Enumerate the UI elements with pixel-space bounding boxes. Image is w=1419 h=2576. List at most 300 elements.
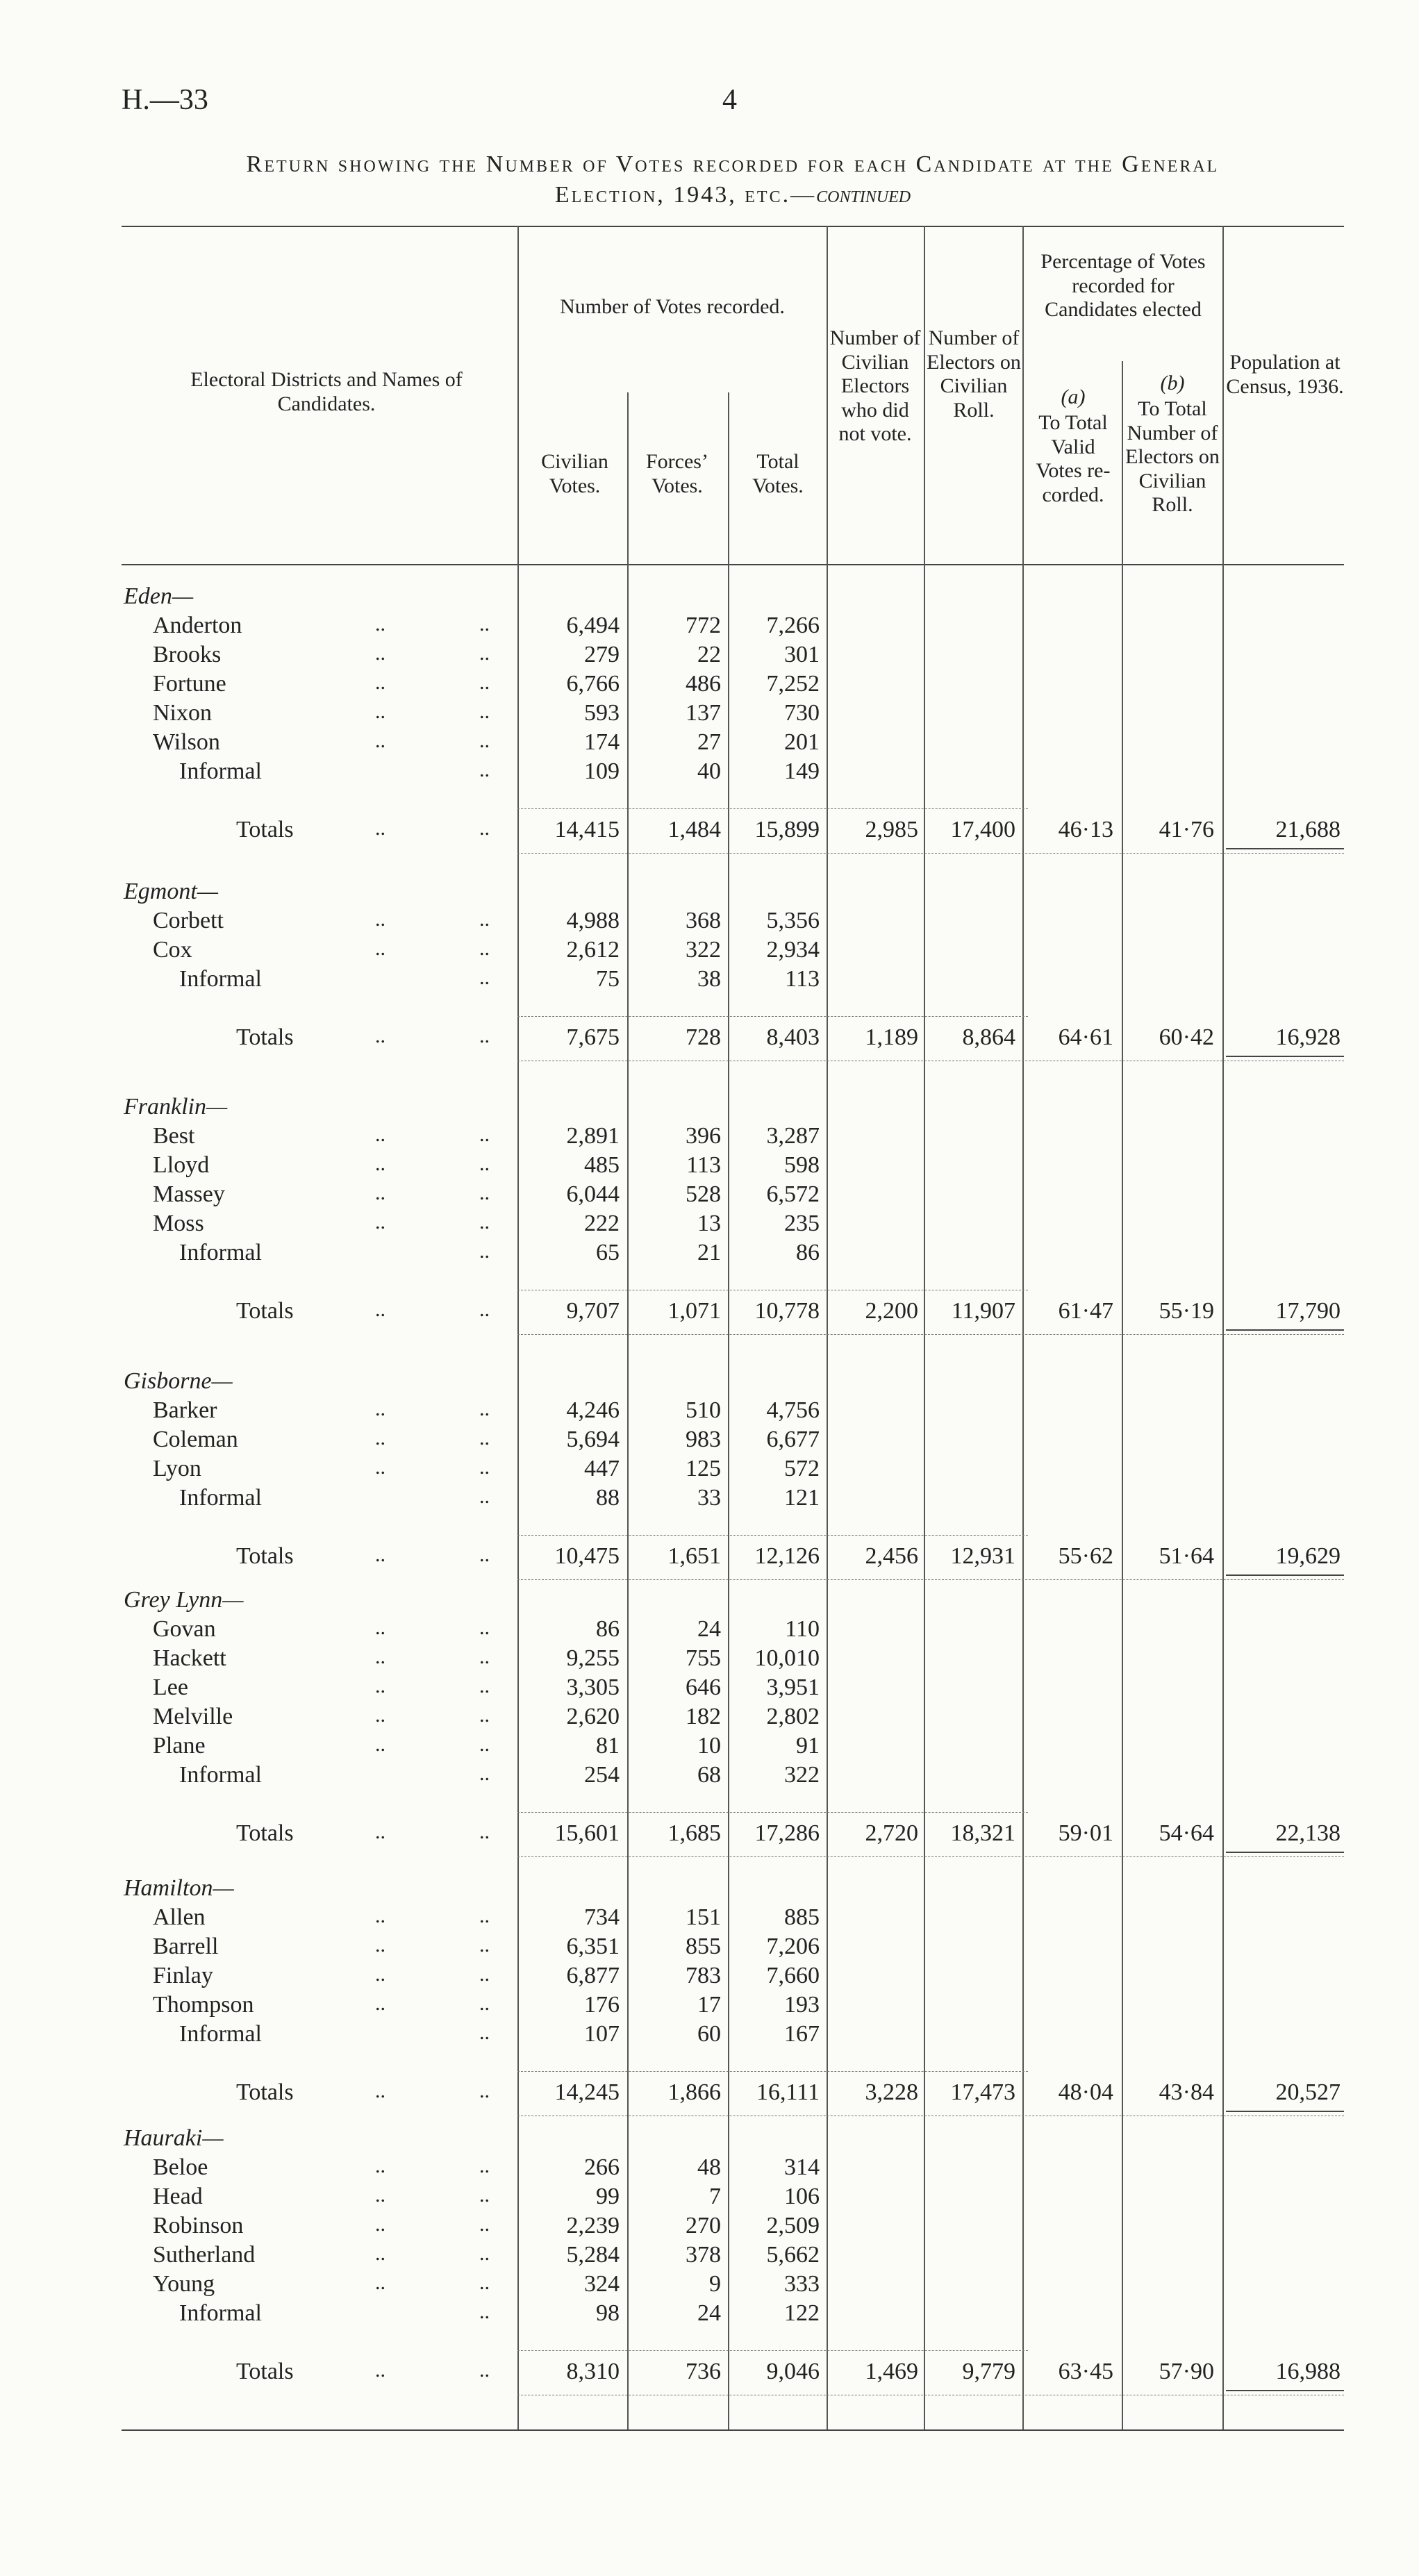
leader-dots: ..	[375, 1024, 385, 1047]
column-header-pct-a-letter: (a)	[1061, 385, 1086, 408]
leader-dots: ..	[479, 937, 490, 960]
totals-top-rule	[517, 2071, 1028, 2072]
leader-dots: ..	[479, 729, 490, 752]
total-votes-cell: 6,677	[766, 1427, 820, 1452]
totals-roll-cell: 11,907	[951, 1298, 1015, 1324]
leader-dots: ..	[479, 2079, 490, 2102]
totals-label: Totals	[236, 2359, 294, 2384]
totals-not-voted-cell: 2,720	[865, 1820, 918, 1846]
district-name: Grey Lynn—	[124, 1587, 244, 1613]
leader-dots: ..	[375, 2271, 385, 2294]
forces-votes-cell: 855	[686, 1934, 721, 1959]
civilian-votes-cell: 75	[596, 966, 620, 992]
leader-dots: ..	[375, 700, 385, 723]
totals-forces-cell: 1,651	[667, 1543, 721, 1569]
leader-dots: ..	[375, 1456, 385, 1479]
totals-pct-b-cell: 57·90	[1159, 2359, 1214, 2384]
forces-votes-cell: 40	[697, 758, 721, 784]
column-header-votes-group: Number of Votes recorded.	[560, 295, 785, 318]
candidate-name: Brooks	[153, 642, 222, 667]
candidate-name: Head	[153, 2184, 203, 2209]
total-votes-cell: 301	[784, 642, 820, 667]
total-votes-cell: 730	[784, 700, 820, 726]
civilian-votes-cell: 6,494	[566, 613, 620, 638]
forces-votes-cell: 270	[686, 2213, 721, 2238]
candidate-name: Barrell	[153, 1934, 219, 1959]
leader-dots: ..	[479, 1820, 490, 1843]
candidate-name: Best	[153, 1123, 195, 1149]
total-votes-cell: 7,660	[766, 1963, 820, 1988]
candidate-name: Robinson	[153, 2213, 244, 2238]
totals-civ-cell: 7,675	[566, 1024, 620, 1050]
total-votes-cell: 6,572	[766, 1181, 820, 1207]
leader-dots: ..	[479, 1298, 490, 1321]
totals-forces-cell: 1,685	[667, 1820, 721, 1846]
civilian-votes-cell: 447	[584, 1456, 620, 1481]
civilian-votes-cell: 485	[584, 1152, 620, 1178]
totals-label: Totals	[236, 817, 294, 842]
leader-dots: ..	[479, 1904, 490, 1927]
page-reference: H.—33	[122, 84, 208, 116]
totals-pct-b-cell: 54·64	[1159, 1820, 1214, 1846]
totals-pct-a-cell: 63·45	[1058, 2359, 1113, 2384]
informal-label: Informal	[179, 1485, 262, 1511]
forces-votes-cell: 528	[686, 1181, 721, 1207]
candidate-name: Finlay	[153, 1963, 213, 1988]
total-votes-cell: 91	[796, 1733, 820, 1759]
population-rule	[1226, 848, 1344, 849]
civilian-votes-cell: 4,988	[566, 908, 620, 933]
totals-not-voted-cell: 2,200	[865, 1298, 918, 1324]
forces-votes-cell: 24	[697, 2300, 721, 2326]
totals-population-cell: 21,688	[1275, 817, 1341, 842]
totals-civ-cell: 15,601	[554, 1820, 620, 1846]
leader-dots: ..	[375, 1298, 385, 1321]
leader-dots: ..	[375, 1992, 385, 2015]
leader-dots: ..	[479, 2021, 490, 2044]
totals-total-cell: 16,111	[756, 2079, 820, 2105]
leader-dots: ..	[479, 2184, 490, 2207]
totals-not-voted-cell: 2,985	[865, 817, 918, 842]
total-votes-cell: 5,356	[766, 908, 820, 933]
totals-pct-a-cell: 48·04	[1058, 2079, 1113, 2105]
informal-label: Informal	[179, 1762, 262, 1788]
leader-dots: ..	[479, 1992, 490, 2015]
civilian-votes-cell: 9,255	[566, 1645, 620, 1671]
total-votes-cell: 7,266	[766, 613, 820, 638]
civilian-votes-cell: 2,620	[566, 1704, 620, 1729]
totals-roll-cell: 18,321	[950, 1820, 1015, 1846]
forces-votes-cell: 13	[697, 1211, 721, 1236]
district-name: Franklin—	[124, 1094, 228, 1120]
leader-dots: ..	[479, 1024, 490, 1047]
candidate-name: Young	[153, 2271, 215, 2297]
candidate-name: Fortune	[153, 671, 226, 697]
totals-pct-a-cell: 55·62	[1058, 1543, 1113, 1569]
total-votes-cell: 121	[784, 1485, 820, 1511]
leader-dots: ..	[479, 2300, 490, 2323]
column-rule-civilian	[627, 392, 629, 2429]
table-bottom-rule	[122, 2429, 1344, 2431]
civilian-votes-cell: 174	[584, 729, 620, 755]
candidate-name: Allen	[153, 1904, 206, 1930]
candidate-name: Hackett	[153, 1645, 226, 1671]
totals-total-cell: 10,778	[754, 1298, 820, 1324]
population-rule	[1226, 1574, 1344, 1576]
civilian-votes-cell: 222	[584, 1211, 620, 1236]
totals-not-voted-cell: 1,189	[865, 1024, 918, 1050]
forces-votes-cell: 510	[686, 1397, 721, 1423]
candidate-name: Melville	[153, 1704, 233, 1729]
forces-votes-cell: 772	[686, 613, 721, 638]
total-votes-cell: 572	[784, 1456, 820, 1481]
totals-pct-a-cell: 64·61	[1058, 1024, 1113, 1050]
candidate-name: Massey	[153, 1181, 225, 1207]
column-header-pct-b-letter: (b)	[1160, 372, 1185, 394]
totals-label: Totals	[236, 1298, 294, 1324]
population-rule	[1226, 2111, 1344, 2112]
column-header-pct-group: Percentage of Votes recorded for Candidates elected	[1040, 250, 1206, 321]
population-rule	[1226, 2390, 1344, 2391]
totals-forces-cell: 1,071	[667, 1298, 721, 1324]
column-rule-pct-b	[1222, 226, 1224, 2429]
totals-total-cell: 8,403	[766, 1024, 820, 1050]
leader-dots: ..	[375, 1820, 385, 1843]
forces-votes-cell: 137	[686, 700, 721, 726]
total-votes-cell: 2,934	[766, 937, 820, 963]
totals-population-cell: 17,790	[1275, 1298, 1341, 1324]
totals-civ-cell: 10,475	[554, 1543, 620, 1569]
leader-dots: ..	[375, 2213, 385, 2236]
leader-dots: ..	[375, 1616, 385, 1639]
totals-roll-cell: 9,779	[962, 2359, 1015, 2384]
total-votes-cell: 7,206	[766, 1934, 820, 1959]
totals-total-cell: 12,126	[754, 1543, 820, 1569]
leader-dots: ..	[479, 1543, 490, 1566]
forces-votes-cell: 24	[697, 1616, 721, 1642]
leader-dots: ..	[479, 671, 490, 694]
totals-roll-cell: 17,473	[950, 2079, 1015, 2105]
district-name: Hamilton—	[124, 1875, 234, 1901]
title-line-2	[122, 182, 1344, 208]
total-votes-cell: 201	[784, 729, 820, 755]
total-votes-cell: 5,662	[766, 2242, 820, 2268]
population-rule	[1226, 1329, 1344, 1331]
district-name: Gisborne—	[124, 1368, 233, 1394]
totals-bottom-rule	[517, 853, 1344, 854]
candidate-name: Moss	[153, 1211, 204, 1236]
total-votes-cell: 314	[784, 2154, 820, 2180]
civilian-votes-cell: 254	[584, 1762, 620, 1788]
district-name: Hauraki—	[124, 2125, 224, 2151]
forces-votes-cell: 783	[686, 1963, 721, 1988]
forces-votes-cell: 646	[686, 1675, 721, 1700]
totals-civ-cell: 9,707	[566, 1298, 620, 1324]
candidate-name: Beloe	[153, 2154, 208, 2180]
totals-civ-cell: 8,310	[566, 2359, 620, 2384]
population-rule	[1226, 1852, 1344, 1853]
totals-top-rule	[517, 1535, 1028, 1536]
leader-dots: ..	[375, 613, 385, 635]
totals-bottom-rule	[517, 1334, 1344, 1335]
civilian-votes-cell: 324	[584, 2271, 620, 2297]
leader-dots: ..	[479, 2359, 490, 2382]
district-name: Egmont—	[124, 879, 218, 904]
civilian-votes-cell: 176	[584, 1992, 620, 2018]
leader-dots: ..	[479, 1427, 490, 1449]
leader-dots: ..	[479, 1485, 490, 1508]
totals-not-voted-cell: 2,456	[865, 1543, 918, 1569]
total-votes-cell: 86	[796, 1240, 820, 1265]
leader-dots: ..	[479, 908, 490, 931]
leader-dots: ..	[375, 2184, 385, 2207]
leader-dots: ..	[479, 1240, 490, 1263]
totals-pct-a-cell: 61·47	[1058, 1298, 1113, 1324]
leader-dots: ..	[479, 2213, 490, 2236]
forces-votes-cell: 27	[697, 729, 721, 755]
leader-dots: ..	[479, 1181, 490, 1204]
civilian-votes-cell: 107	[584, 2021, 620, 2047]
candidate-name: Lloyd	[153, 1152, 210, 1178]
population-rule	[1226, 1056, 1344, 1057]
candidate-name: Anderton	[153, 613, 242, 638]
total-votes-cell: 167	[784, 2021, 820, 2047]
totals-forces-cell: 1,484	[667, 817, 721, 842]
total-votes-cell: 885	[784, 1904, 820, 1930]
leader-dots: ..	[375, 2242, 385, 2265]
column-rule-pct-a	[1122, 361, 1123, 2429]
candidate-name: Govan	[153, 1616, 216, 1642]
forces-votes-cell: 396	[686, 1123, 721, 1149]
civilian-votes-cell: 266	[584, 2154, 620, 2180]
forces-votes-cell: 151	[686, 1904, 721, 1930]
civilian-votes-cell: 6,044	[566, 1181, 620, 1207]
column-header-not-voted: Number of Civilian Electors who did not vote.	[829, 326, 921, 445]
forces-votes-cell: 33	[697, 1485, 721, 1511]
leader-dots: ..	[375, 1704, 385, 1727]
title-line-1: Return showing the Number of Votes recorded for each Candidate at the General	[246, 151, 1220, 177]
leader-dots: ..	[479, 1675, 490, 1697]
totals-civ-cell: 14,245	[554, 2079, 620, 2105]
leader-dots: ..	[375, 671, 385, 694]
totals-roll-cell: 8,864	[962, 1024, 1015, 1050]
leader-dots: ..	[479, 758, 490, 781]
totals-bottom-rule	[517, 1856, 1344, 1857]
totals-pct-b-cell: 51·64	[1159, 1543, 1214, 1569]
leader-dots: ..	[375, 1934, 385, 1956]
forces-votes-cell: 378	[686, 2242, 721, 2268]
totals-label: Totals	[236, 1820, 294, 1846]
civilian-votes-cell: 6,351	[566, 1934, 620, 1959]
totals-roll-cell: 17,400	[950, 817, 1015, 842]
forces-votes-cell: 9	[709, 2271, 721, 2297]
column-header-district: Electoral Districts and Names of Candidates.	[190, 368, 463, 415]
leader-dots: ..	[479, 1616, 490, 1639]
column-header-civilian: Civilian Votes.	[541, 450, 608, 497]
leader-dots: ..	[479, 700, 490, 723]
totals-total-cell: 17,286	[754, 1820, 820, 1846]
leader-dots: ..	[479, 2271, 490, 2294]
leader-dots: ..	[479, 1934, 490, 1956]
leader-dots: ..	[375, 2154, 385, 2177]
column-header-pct-b: To Total Number of Electors on Civilian Roll.	[1125, 397, 1220, 516]
total-votes-cell: 235	[784, 1211, 820, 1236]
leader-dots: ..	[375, 937, 385, 960]
leader-dots: ..	[479, 817, 490, 840]
leader-dots: ..	[479, 2154, 490, 2177]
totals-total-cell: 9,046	[766, 2359, 820, 2384]
district-name: Eden—	[124, 583, 194, 609]
column-header-population: Population at Census, 1936.	[1226, 351, 1344, 398]
totals-total-cell: 15,899	[754, 817, 820, 842]
leader-dots: ..	[479, 1123, 490, 1146]
totals-not-voted-cell: 3,228	[865, 2079, 918, 2105]
leader-dots: ..	[479, 1456, 490, 1479]
civilian-votes-cell: 5,694	[566, 1427, 620, 1452]
leader-dots: ..	[479, 1211, 490, 1233]
column-header-forces: Forces’ Votes.	[646, 450, 708, 497]
totals-forces-cell: 1,866	[667, 2079, 721, 2105]
totals-pct-b-cell: 60·42	[1159, 1024, 1214, 1050]
civilian-votes-cell: 6,877	[566, 1963, 620, 1988]
totals-pct-a-cell: 59·01	[1058, 1820, 1113, 1846]
civilian-votes-cell: 88	[596, 1485, 620, 1511]
leader-dots: ..	[375, 1181, 385, 1204]
candidate-name: Plane	[153, 1733, 206, 1759]
totals-not-voted-cell: 1,469	[865, 2359, 918, 2384]
forces-votes-cell: 48	[697, 2154, 721, 2180]
totals-population-cell: 22,138	[1275, 1820, 1341, 1846]
total-votes-cell: 149	[784, 758, 820, 784]
forces-votes-cell: 755	[686, 1645, 721, 1671]
totals-top-rule	[517, 1016, 1028, 1017]
civilian-votes-cell: 2,239	[566, 2213, 620, 2238]
informal-label: Informal	[179, 1240, 262, 1265]
leader-dots: ..	[479, 642, 490, 665]
forces-votes-cell: 38	[697, 966, 721, 992]
civilian-votes-cell: 98	[596, 2300, 620, 2326]
civilian-votes-cell: 6,766	[566, 671, 620, 697]
total-votes-cell: 110	[785, 1616, 820, 1642]
leader-dots: ..	[375, 1733, 385, 1756]
civilian-votes-cell: 279	[584, 642, 620, 667]
candidate-name: Cox	[153, 937, 192, 963]
civilian-votes-cell: 86	[596, 1616, 620, 1642]
leader-dots: ..	[479, 2242, 490, 2265]
candidate-name: Barker	[153, 1397, 217, 1423]
civilian-votes-cell: 109	[584, 758, 620, 784]
civilian-votes-cell: 734	[584, 1904, 620, 1930]
totals-civ-cell: 14,415	[554, 817, 620, 842]
leader-dots: ..	[375, 1427, 385, 1449]
totals-top-rule	[517, 1812, 1028, 1813]
candidate-name: Corbett	[153, 908, 224, 933]
column-header-roll: Number of Electors on Civilian Roll.	[927, 326, 1021, 422]
civilian-votes-cell: 99	[596, 2184, 620, 2209]
totals-top-rule	[517, 808, 1028, 809]
column-rule-district	[517, 226, 519, 2429]
civilian-votes-cell: 593	[584, 700, 620, 726]
leader-dots: ..	[375, 1675, 385, 1697]
totals-label: Totals	[236, 1024, 294, 1050]
informal-label: Informal	[179, 2021, 262, 2047]
title-continued: continued	[816, 182, 911, 208]
leader-dots: ..	[375, 1904, 385, 1927]
leader-dots: ..	[375, 2079, 385, 2102]
candidate-name: Lyon	[153, 1456, 201, 1481]
header-bottom-rule	[122, 564, 1344, 565]
civilian-votes-cell: 4,246	[566, 1397, 620, 1423]
total-votes-cell: 3,287	[766, 1123, 820, 1149]
totals-pct-b-cell: 55·19	[1159, 1298, 1214, 1324]
civilian-votes-cell: 65	[596, 1240, 620, 1265]
totals-population-cell: 16,928	[1275, 1024, 1341, 1050]
civilian-votes-cell: 81	[596, 1733, 620, 1759]
total-votes-cell: 106	[784, 2184, 820, 2209]
leader-dots: ..	[479, 1762, 490, 1785]
totals-pct-a-cell: 46·13	[1058, 817, 1113, 842]
leader-dots: ..	[479, 1963, 490, 1986]
leader-dots: ..	[375, 1123, 385, 1146]
informal-label: Informal	[179, 966, 262, 992]
total-votes-cell: 2,802	[766, 1704, 820, 1729]
title-line-2-text: Election, 1943, etc.—	[554, 182, 817, 208]
totals-forces-cell: 736	[686, 2359, 721, 2384]
total-votes-cell: 122	[784, 2300, 820, 2326]
leader-dots: ..	[375, 642, 385, 665]
totals-label: Totals	[236, 1543, 294, 1569]
forces-votes-cell: 368	[686, 908, 721, 933]
total-votes-cell: 193	[784, 1992, 820, 2018]
forces-votes-cell: 486	[686, 671, 721, 697]
totals-pct-b-cell: 43·84	[1159, 2079, 1214, 2105]
totals-population-cell: 19,629	[1275, 1543, 1341, 1569]
totals-forces-cell: 728	[686, 1024, 721, 1050]
forces-votes-cell: 22	[697, 642, 721, 667]
candidate-name: Nixon	[153, 700, 212, 726]
forces-votes-cell: 983	[686, 1427, 721, 1452]
column-header-total: Total Votes.	[752, 450, 804, 497]
leader-dots: ..	[375, 817, 385, 840]
forces-votes-cell: 113	[686, 1152, 721, 1178]
totals-population-cell: 20,527	[1275, 2079, 1341, 2105]
total-votes-cell: 333	[784, 2271, 820, 2297]
leader-dots: ..	[479, 966, 490, 989]
civilian-votes-cell: 3,305	[566, 1675, 620, 1700]
forces-votes-cell: 10	[697, 1733, 721, 1759]
candidate-name: Lee	[153, 1675, 188, 1700]
candidate-name: Thompson	[153, 1992, 254, 2018]
informal-label: Informal	[179, 758, 262, 784]
forces-votes-cell: 17	[697, 1992, 721, 2018]
column-header-pct-a: To Total Valid Votes re-corded.	[1036, 411, 1111, 506]
leader-dots: ..	[479, 1152, 490, 1175]
forces-votes-cell: 68	[697, 1762, 721, 1788]
forces-votes-cell: 125	[686, 1456, 721, 1481]
header-top-rule	[122, 226, 1344, 227]
total-votes-cell: 598	[784, 1152, 820, 1178]
total-votes-cell: 3,951	[766, 1675, 820, 1700]
forces-votes-cell: 182	[686, 1704, 721, 1729]
totals-label: Totals	[236, 2079, 294, 2105]
candidate-name: Wilson	[153, 729, 220, 755]
leader-dots: ..	[375, 1211, 385, 1233]
totals-population-cell: 16,988	[1275, 2359, 1341, 2384]
forces-votes-cell: 7	[709, 2184, 721, 2209]
total-votes-cell: 2,509	[766, 2213, 820, 2238]
leader-dots: ..	[479, 1733, 490, 1756]
forces-votes-cell: 60	[697, 2021, 721, 2047]
